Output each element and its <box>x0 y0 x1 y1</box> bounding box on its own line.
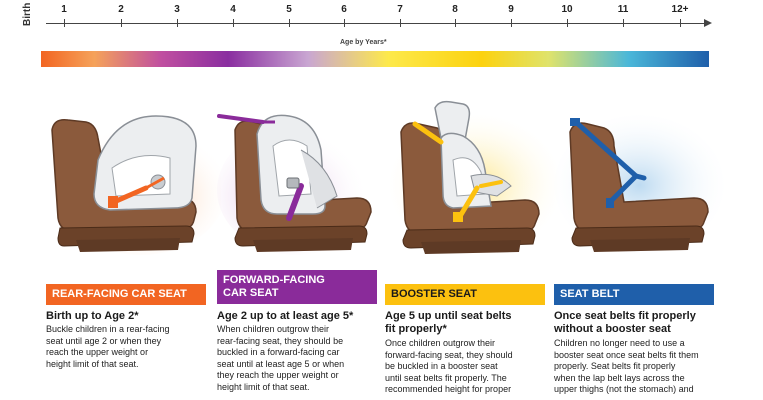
forward-facing-header <box>217 270 377 304</box>
birth-label: Birth <box>22 2 33 26</box>
tick-mark <box>511 19 512 27</box>
body-line: height limit of that seat. <box>217 381 310 392</box>
age-timeline <box>0 0 763 80</box>
body-line: when the lap belt lays across the <box>554 372 685 383</box>
body-line: until seat belts fit properly. The <box>385 372 507 383</box>
body-line: reach the upper weight or <box>46 347 149 357</box>
rear-facing-header-line: REAR-FACING CAR SEAT <box>52 288 187 300</box>
booster-seat-body <box>385 338 545 396</box>
tick-mark <box>623 19 624 27</box>
seat-belt-illustration <box>554 90 729 265</box>
tick-mark <box>121 19 122 27</box>
body-line: they reach the upper weight or <box>217 370 339 380</box>
seat-belt-heading <box>554 310 719 336</box>
rear-facing-car-seat-illustration <box>46 90 221 265</box>
body-line: When children outgrow their <box>217 324 330 334</box>
body-line: be buckled in a booster seat <box>385 361 498 371</box>
body-line: seat until age 2 or when they <box>46 335 162 346</box>
tick-mark <box>233 19 234 27</box>
tick-mark <box>567 19 568 27</box>
body-line: Once children outgrow their <box>385 338 496 348</box>
booster-seat-illustration <box>385 90 560 265</box>
tick-label-7: 7 <box>397 4 403 15</box>
tick-mark <box>64 19 65 27</box>
body-line: buckled in a forward-facing car <box>217 347 340 357</box>
heading-line: fit properly* <box>385 323 447 335</box>
rear-facing-body <box>46 324 206 370</box>
tick-mark <box>400 19 401 27</box>
rear-facing-heading <box>46 310 211 323</box>
heading-line: without a booster seat <box>554 323 671 335</box>
body-line: height limit of that seat. <box>46 358 139 369</box>
tick-mark <box>177 19 178 27</box>
heading-line: Age 2 up to at least age 5* <box>217 310 354 322</box>
body-line: Buckle children in a rear-facing <box>46 324 170 334</box>
body-line: upper thighs (not the stomach) and <box>554 384 694 394</box>
tick-label-1: 1 <box>61 4 67 15</box>
seat-belt-header <box>554 284 714 305</box>
tick-label-8: 8 <box>452 4 458 15</box>
booster-seat-heading <box>385 310 550 336</box>
tick-mark <box>344 19 345 27</box>
heading-line: Age 5 up until seat belts <box>385 310 512 322</box>
forward-facing-header-line: CAR SEAT <box>223 287 279 299</box>
tick-label-9: 9 <box>508 4 514 15</box>
axis-title: Age by Years* <box>340 39 387 46</box>
body-line: seat until at least age 5 or when <box>217 358 345 369</box>
forward-facing-heading <box>217 310 382 323</box>
tick-mark <box>289 19 290 27</box>
tick-label-6: 6 <box>341 4 347 15</box>
body-line: Children no longer need to use a <box>554 338 685 348</box>
tick-label-12plus: 12+ <box>671 4 689 15</box>
tick-label-11: 11 <box>617 4 629 15</box>
timeline-arrow-icon <box>704 19 712 27</box>
heading-line: Birth up to Age 2* <box>46 310 139 322</box>
tick-mark <box>455 19 456 27</box>
tick-label-3: 3 <box>174 4 180 15</box>
tick-label-4: 4 <box>230 4 236 15</box>
rear-facing-header <box>46 284 206 305</box>
forward-facing-body <box>217 324 377 393</box>
body-line: forward-facing seat, they should <box>385 349 513 360</box>
heading-line: Once seat belts fit properly <box>554 310 696 322</box>
body-line: properly. Seat belts fit properly <box>554 361 676 371</box>
seat-belt-body <box>554 338 724 396</box>
body-line: booster seat once seat belts fit them <box>554 349 699 360</box>
timeline-axis-line <box>46 23 708 24</box>
tick-label-10: 10 <box>561 4 573 15</box>
forward-facing-header-line: FORWARD-FACING <box>223 274 325 286</box>
age-gradient-bar <box>41 51 709 67</box>
seat-belt-header-line: SEAT BELT <box>560 288 620 300</box>
tick-label-2: 2 <box>118 4 124 15</box>
body-line: rear-facing seat, they should be <box>217 335 344 346</box>
forward-facing-car-seat-illustration <box>217 90 392 265</box>
body-line: recommended height for proper <box>385 384 512 394</box>
booster-seat-header-line: BOOSTER SEAT <box>391 288 477 300</box>
booster-seat-header <box>385 284 545 305</box>
tick-mark <box>680 19 681 27</box>
tick-label-5: 5 <box>286 4 292 15</box>
